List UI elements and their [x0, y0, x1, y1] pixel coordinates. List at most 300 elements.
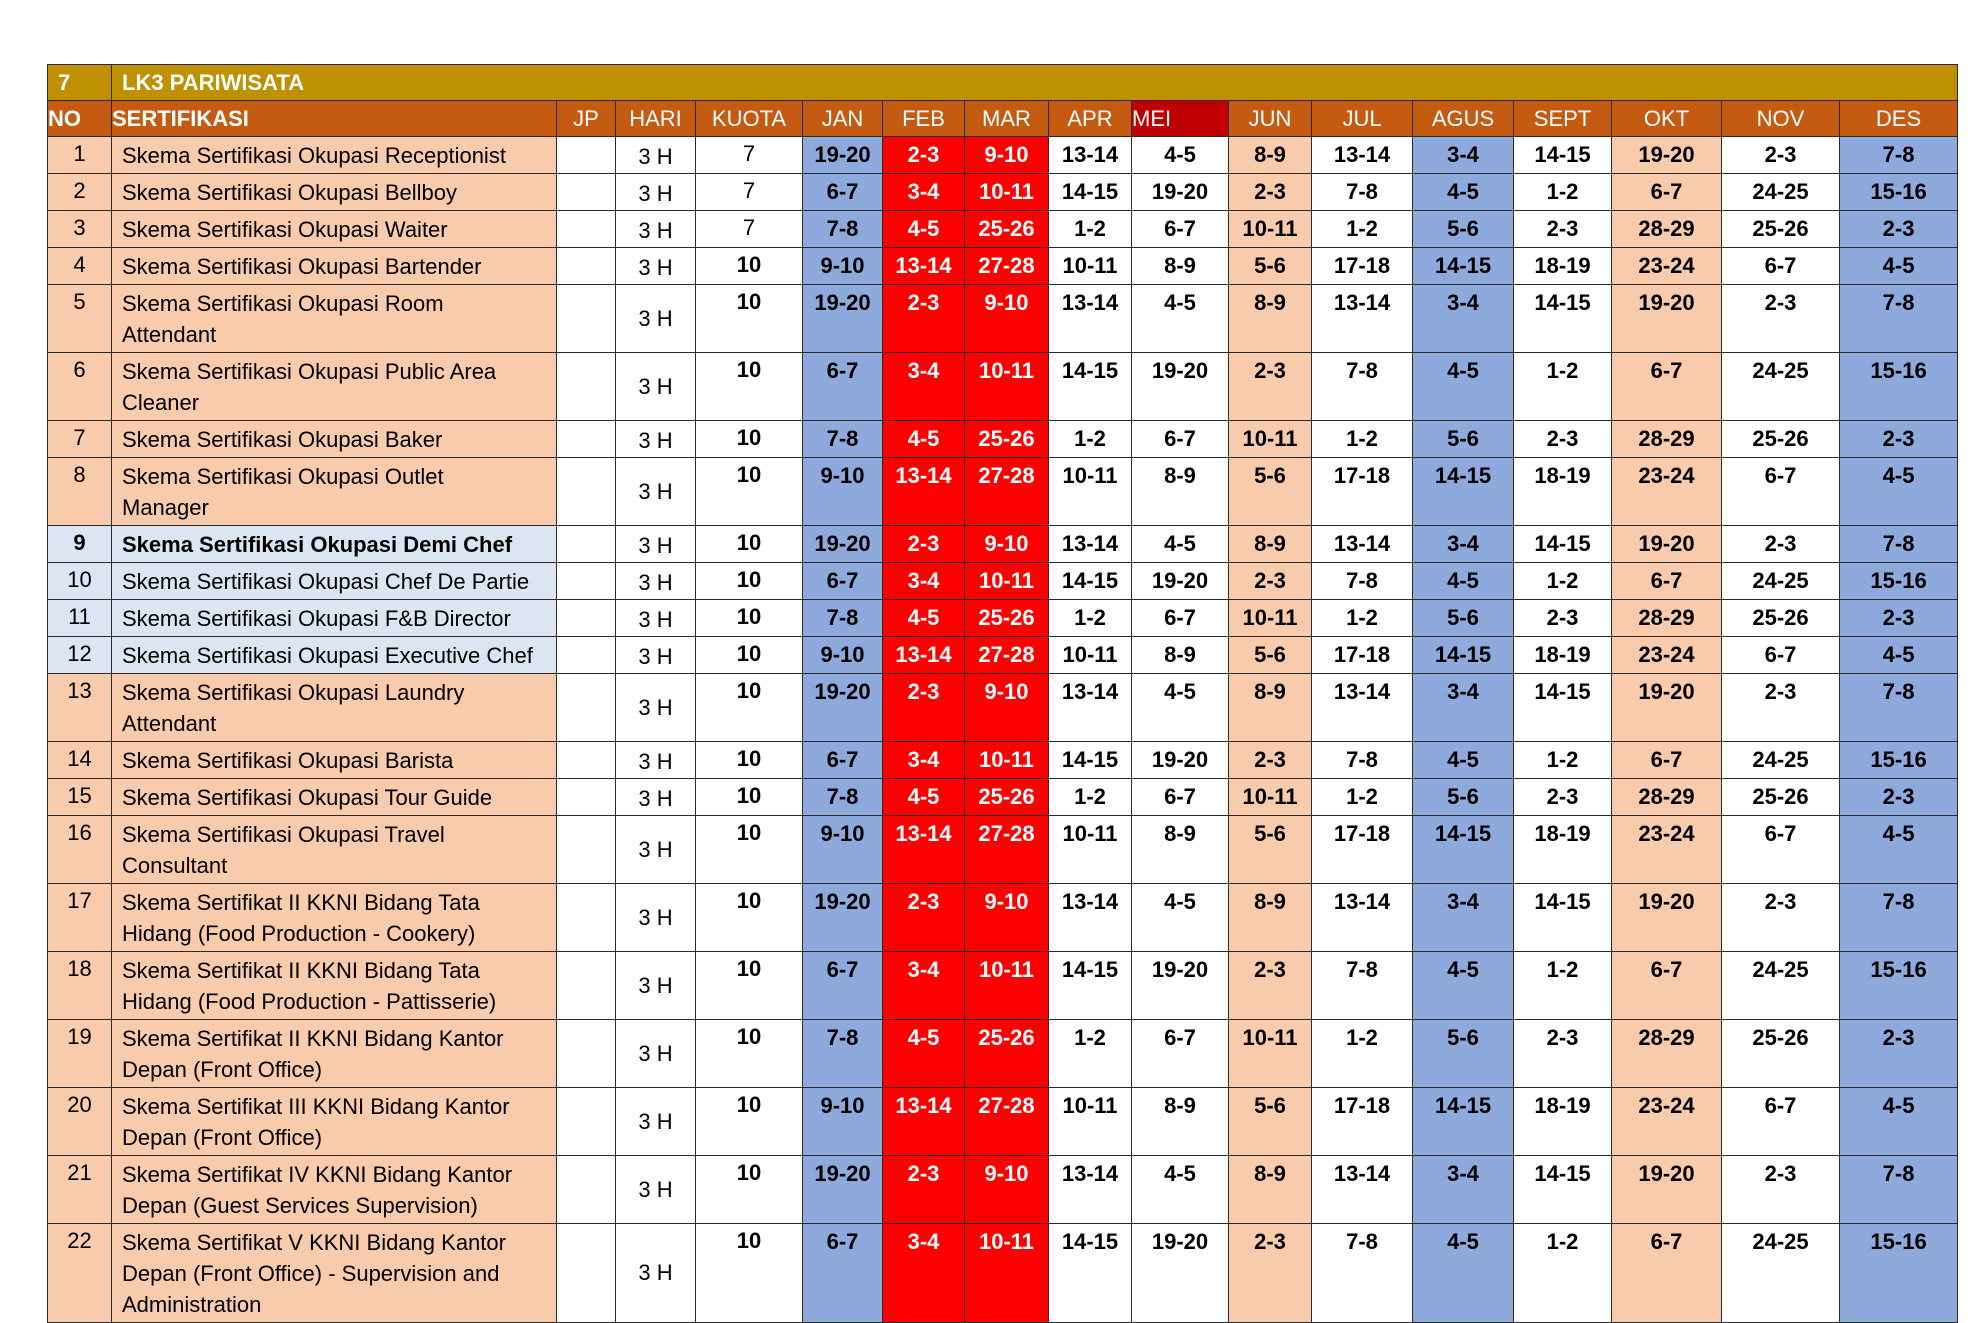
- certification-name: [112, 637, 557, 674]
- date-cell-nov: 2-3: [1722, 526, 1840, 563]
- date-cell-mei: 8-9: [1132, 1088, 1229, 1156]
- date-cell-nov: 2-3: [1722, 884, 1840, 952]
- jp-cell: [557, 637, 616, 674]
- date-cell-jun: 10-11: [1229, 211, 1312, 248]
- row-number: 12: [48, 637, 112, 674]
- kuota-cell: 10: [696, 600, 803, 637]
- header-month-apr: APR: [1049, 101, 1132, 137]
- hari-cell: 3 H: [616, 137, 696, 174]
- certification-name-line: Skema Sertifikasi Okupasi Barista: [122, 748, 454, 773]
- date-cell-jul: 7-8: [1312, 563, 1413, 600]
- row-number: 4: [48, 248, 112, 285]
- kuota-cell: 10: [696, 1156, 803, 1224]
- date-cell-des: 15-16: [1840, 563, 1958, 600]
- date-cell-okt: 23-24: [1612, 248, 1722, 285]
- kuota-cell: 10: [696, 526, 803, 563]
- jp-cell: [557, 458, 616, 526]
- header-month-agus: AGUS: [1413, 101, 1514, 137]
- date-cell-feb: 2-3: [883, 526, 965, 563]
- date-cell-agus: 5-6: [1413, 1020, 1514, 1088]
- table-row: [48, 1020, 1958, 1088]
- date-cell-agus: 14-15: [1413, 816, 1514, 884]
- date-cell-jan: 19-20: [803, 137, 883, 174]
- kuota-cell: 10: [696, 884, 803, 952]
- table-row: [48, 1224, 1958, 1323]
- date-cell-apr: 10-11: [1049, 458, 1132, 526]
- date-cell-mei: 19-20: [1132, 353, 1229, 421]
- date-cell-feb: 13-14: [883, 1088, 965, 1156]
- date-cell-des: 7-8: [1840, 884, 1958, 952]
- date-cell-agus: 14-15: [1413, 248, 1514, 285]
- date-cell-mei: 8-9: [1132, 816, 1229, 884]
- certification-name-line: Skema Sertifikat V KKNI Bidang Kantor: [122, 1230, 506, 1255]
- date-cell-okt: 28-29: [1612, 211, 1722, 248]
- date-cell-apr: 14-15: [1049, 742, 1132, 779]
- date-cell-nov: 24-25: [1722, 742, 1840, 779]
- date-cell-sept: 2-3: [1514, 421, 1612, 458]
- kuota-cell: 10: [696, 816, 803, 884]
- kuota-cell: 10: [696, 1088, 803, 1156]
- date-cell-apr: 1-2: [1049, 600, 1132, 637]
- kuota-cell: 10: [696, 563, 803, 600]
- date-cell-okt: 6-7: [1612, 952, 1722, 1020]
- date-cell-agus: 14-15: [1413, 637, 1514, 674]
- certification-name-line: Skema Sertifikasi Okupasi Bartender: [122, 254, 482, 279]
- date-cell-nov: 25-26: [1722, 1020, 1840, 1088]
- jp-cell: [557, 526, 616, 563]
- certification-name-line: Manager: [122, 495, 209, 520]
- date-cell-jul: 1-2: [1312, 779, 1413, 816]
- date-cell-nov: 24-25: [1722, 353, 1840, 421]
- date-cell-mei: 6-7: [1132, 421, 1229, 458]
- date-cell-mei: 8-9: [1132, 458, 1229, 526]
- date-cell-mar: 25-26: [965, 421, 1049, 458]
- date-cell-jun: 5-6: [1229, 816, 1312, 884]
- date-cell-agus: 4-5: [1413, 742, 1514, 779]
- date-cell-des: 2-3: [1840, 421, 1958, 458]
- date-cell-apr: 14-15: [1049, 174, 1132, 211]
- date-cell-jul: 7-8: [1312, 952, 1413, 1020]
- jp-cell: [557, 174, 616, 211]
- date-cell-agus: 4-5: [1413, 952, 1514, 1020]
- hari-cell: 3 H: [616, 526, 696, 563]
- date-cell-jan: 19-20: [803, 285, 883, 353]
- date-cell-mar: 25-26: [965, 600, 1049, 637]
- date-cell-jul: 1-2: [1312, 211, 1413, 248]
- date-cell-des: 15-16: [1840, 174, 1958, 211]
- date-cell-sept: 2-3: [1514, 1020, 1612, 1088]
- date-cell-okt: 19-20: [1612, 137, 1722, 174]
- date-cell-feb: 4-5: [883, 421, 965, 458]
- date-cell-nov: 24-25: [1722, 1224, 1840, 1323]
- date-cell-agus: 3-4: [1413, 526, 1514, 563]
- row-number: 1: [48, 137, 112, 174]
- section-title: LK3 PARIWISATA: [112, 65, 1958, 101]
- certification-name-line: Skema Sertifikat IV KKNI Bidang Kantor: [122, 1162, 513, 1187]
- date-cell-okt: 19-20: [1612, 285, 1722, 353]
- date-cell-mei: 4-5: [1132, 674, 1229, 742]
- certification-name-line: Consultant: [122, 853, 228, 878]
- date-cell-mei: 19-20: [1132, 952, 1229, 1020]
- hari-cell: 3 H: [616, 600, 696, 637]
- date-cell-des: 4-5: [1840, 816, 1958, 884]
- date-cell-nov: 6-7: [1722, 248, 1840, 285]
- date-cell-sept: 14-15: [1514, 884, 1612, 952]
- date-cell-jun: 8-9: [1229, 526, 1312, 563]
- date-cell-sept: 2-3: [1514, 211, 1612, 248]
- kuota-cell: 10: [696, 248, 803, 285]
- jp-cell: [557, 742, 616, 779]
- date-cell-okt: 23-24: [1612, 816, 1722, 884]
- date-cell-feb: 4-5: [883, 779, 965, 816]
- date-cell-okt: 6-7: [1612, 174, 1722, 211]
- date-cell-mei: 6-7: [1132, 600, 1229, 637]
- table-row: [48, 211, 1958, 248]
- date-cell-jul: 1-2: [1312, 1020, 1413, 1088]
- certification-name-line: Hidang (Food Production - Pattisserie): [122, 989, 497, 1014]
- date-cell-apr: 14-15: [1049, 952, 1132, 1020]
- date-cell-mar: 25-26: [965, 779, 1049, 816]
- kuota-cell: 7: [696, 174, 803, 211]
- date-cell-jul: 13-14: [1312, 674, 1413, 742]
- date-cell-jun: 2-3: [1229, 742, 1312, 779]
- date-cell-agus: 5-6: [1413, 421, 1514, 458]
- date-cell-jan: 7-8: [803, 211, 883, 248]
- row-number: 19: [48, 1020, 112, 1088]
- hari-cell: 3 H: [616, 248, 696, 285]
- date-cell-mar: 10-11: [965, 174, 1049, 211]
- date-cell-jun: 10-11: [1229, 421, 1312, 458]
- date-cell-apr: 14-15: [1049, 563, 1132, 600]
- date-cell-okt: 6-7: [1612, 563, 1722, 600]
- date-cell-sept: 1-2: [1514, 742, 1612, 779]
- table-row: [48, 1088, 1958, 1156]
- header-jp: JP: [557, 101, 616, 137]
- date-cell-des: 7-8: [1840, 285, 1958, 353]
- date-cell-jan: 9-10: [803, 816, 883, 884]
- row-number: 2: [48, 174, 112, 211]
- certification-name-line: Skema Sertifikasi Okupasi Laundry: [122, 680, 465, 705]
- date-cell-jul: 1-2: [1312, 421, 1413, 458]
- kuota-cell: 7: [696, 211, 803, 248]
- date-cell-nov: 24-25: [1722, 952, 1840, 1020]
- jp-cell: [557, 1156, 616, 1224]
- certification-name: [112, 816, 557, 884]
- date-cell-sept: 18-19: [1514, 1088, 1612, 1156]
- certification-name: [112, 353, 557, 421]
- date-cell-mei: 8-9: [1132, 248, 1229, 285]
- date-cell-apr: 1-2: [1049, 1020, 1132, 1088]
- date-cell-nov: 25-26: [1722, 600, 1840, 637]
- certification-name: [112, 884, 557, 952]
- date-cell-mei: 6-7: [1132, 211, 1229, 248]
- date-cell-nov: 6-7: [1722, 816, 1840, 884]
- date-cell-apr: 13-14: [1049, 137, 1132, 174]
- date-cell-apr: 14-15: [1049, 353, 1132, 421]
- date-cell-jun: 2-3: [1229, 952, 1312, 1020]
- date-cell-mar: 10-11: [965, 952, 1049, 1020]
- date-cell-mei: 4-5: [1132, 285, 1229, 353]
- table-row: [48, 563, 1958, 600]
- date-cell-apr: 1-2: [1049, 421, 1132, 458]
- date-cell-feb: 3-4: [883, 952, 965, 1020]
- date-cell-mar: 27-28: [965, 637, 1049, 674]
- date-cell-apr: 10-11: [1049, 637, 1132, 674]
- certification-name-line: Skema Sertifikat II KKNI Bidang Tata: [122, 958, 480, 983]
- date-cell-mar: 10-11: [965, 353, 1049, 421]
- date-cell-jun: 5-6: [1229, 1088, 1312, 1156]
- date-cell-jul: 7-8: [1312, 353, 1413, 421]
- date-cell-mei: 6-7: [1132, 1020, 1229, 1088]
- date-cell-agus: 4-5: [1413, 1224, 1514, 1323]
- date-cell-agus: 5-6: [1413, 211, 1514, 248]
- hari-cell: 3 H: [616, 816, 696, 884]
- certification-name-line: Attendant: [122, 711, 217, 736]
- certification-name-line: Skema Sertifikasi Okupasi Chef De Partie: [122, 569, 530, 594]
- date-cell-mar: 10-11: [965, 563, 1049, 600]
- jp-cell: [557, 1088, 616, 1156]
- date-cell-sept: 1-2: [1514, 1224, 1612, 1323]
- table-row: [48, 1156, 1958, 1224]
- date-cell-jul: 17-18: [1312, 248, 1413, 285]
- jp-cell: [557, 1020, 616, 1088]
- kuota-cell: 10: [696, 952, 803, 1020]
- date-cell-sept: 14-15: [1514, 285, 1612, 353]
- hari-cell: 3 H: [616, 674, 696, 742]
- certification-name: [112, 742, 557, 779]
- certification-name: [112, 458, 557, 526]
- date-cell-agus: 4-5: [1413, 174, 1514, 211]
- table-row: [48, 742, 1958, 779]
- date-cell-jun: 2-3: [1229, 563, 1312, 600]
- date-cell-okt: 28-29: [1612, 600, 1722, 637]
- hari-cell: 3 H: [616, 742, 696, 779]
- certification-name-line: Skema Sertifikasi Okupasi Travel: [122, 822, 445, 847]
- date-cell-jun: 10-11: [1229, 779, 1312, 816]
- date-cell-okt: 19-20: [1612, 1156, 1722, 1224]
- date-cell-jun: 5-6: [1229, 637, 1312, 674]
- date-cell-jun: 10-11: [1229, 1020, 1312, 1088]
- certification-name: [112, 563, 557, 600]
- date-cell-okt: 19-20: [1612, 884, 1722, 952]
- certification-name-line: Skema Sertifikasi Okupasi Receptionist: [122, 143, 506, 168]
- table-row: [48, 779, 1958, 816]
- date-cell-feb: 2-3: [883, 884, 965, 952]
- date-cell-des: 7-8: [1840, 674, 1958, 742]
- date-cell-jan: 6-7: [803, 1224, 883, 1323]
- date-cell-mei: 19-20: [1132, 742, 1229, 779]
- header-month-jun: JUN: [1229, 101, 1312, 137]
- date-cell-des: 15-16: [1840, 1224, 1958, 1323]
- date-cell-mei: 4-5: [1132, 1156, 1229, 1224]
- hari-cell: 3 H: [616, 285, 696, 353]
- hari-cell: 3 H: [616, 1020, 696, 1088]
- date-cell-jun: 2-3: [1229, 174, 1312, 211]
- date-cell-okt: 23-24: [1612, 458, 1722, 526]
- section-title-row: [48, 65, 1958, 101]
- date-cell-jan: 19-20: [803, 674, 883, 742]
- date-cell-jun: 8-9: [1229, 884, 1312, 952]
- date-cell-sept: 18-19: [1514, 458, 1612, 526]
- date-cell-sept: 14-15: [1514, 526, 1612, 563]
- date-cell-jun: 2-3: [1229, 353, 1312, 421]
- date-cell-jan: 19-20: [803, 1156, 883, 1224]
- table-row: [48, 421, 1958, 458]
- date-cell-sept: 18-19: [1514, 248, 1612, 285]
- date-cell-nov: 24-25: [1722, 174, 1840, 211]
- date-cell-des: 4-5: [1840, 248, 1958, 285]
- certification-name: [112, 174, 557, 211]
- certification-name: [112, 1088, 557, 1156]
- header-month-sept: SEPT: [1514, 101, 1612, 137]
- certification-name-line: Skema Sertifikat III KKNI Bidang Kantor: [122, 1094, 510, 1119]
- table-row: [48, 600, 1958, 637]
- header-month-nov: NOV: [1722, 101, 1840, 137]
- date-cell-mar: 9-10: [965, 526, 1049, 563]
- certification-name: [112, 1224, 557, 1323]
- date-cell-apr: 14-15: [1049, 1224, 1132, 1323]
- header-kuota: KUOTA: [696, 101, 803, 137]
- row-number: 3: [48, 211, 112, 248]
- date-cell-nov: 6-7: [1722, 458, 1840, 526]
- date-cell-apr: 10-11: [1049, 1088, 1132, 1156]
- kuota-cell: 10: [696, 421, 803, 458]
- certification-name-line: Skema Sertifikasi Okupasi Baker: [122, 427, 443, 452]
- table-row: [48, 353, 1958, 421]
- date-cell-nov: 2-3: [1722, 1156, 1840, 1224]
- certification-name-line: Attendant: [122, 322, 217, 347]
- table-row: [48, 884, 1958, 952]
- date-cell-des: 2-3: [1840, 211, 1958, 248]
- certification-name-line: Skema Sertifikasi Okupasi Bellboy: [122, 180, 458, 205]
- header-no: NO: [48, 101, 112, 137]
- date-cell-sept: 1-2: [1514, 353, 1612, 421]
- date-cell-jan: 6-7: [803, 952, 883, 1020]
- kuota-cell: 10: [696, 637, 803, 674]
- date-cell-feb: 2-3: [883, 137, 965, 174]
- date-cell-agus: 3-4: [1413, 137, 1514, 174]
- date-cell-okt: 23-24: [1612, 1088, 1722, 1156]
- date-cell-agus: 5-6: [1413, 600, 1514, 637]
- certification-name-line: Depan (Front Office) - Supervision and: [122, 1261, 500, 1286]
- date-cell-okt: 6-7: [1612, 1224, 1722, 1323]
- jp-cell: [557, 816, 616, 884]
- date-cell-des: 7-8: [1840, 1156, 1958, 1224]
- date-cell-feb: 13-14: [883, 637, 965, 674]
- certification-name-line: Skema Sertifikat II KKNI Bidang Kantor: [122, 1026, 504, 1051]
- date-cell-jul: 17-18: [1312, 816, 1413, 884]
- certification-name: [112, 526, 557, 563]
- certification-name-line: Skema Sertifikasi Okupasi Public Area: [122, 359, 497, 384]
- row-number: 15: [48, 779, 112, 816]
- date-cell-des: 15-16: [1840, 353, 1958, 421]
- header-month-jul: JUL: [1312, 101, 1413, 137]
- date-cell-jan: 7-8: [803, 600, 883, 637]
- date-cell-feb: 2-3: [883, 285, 965, 353]
- date-cell-des: 7-8: [1840, 526, 1958, 563]
- date-cell-des: 2-3: [1840, 600, 1958, 637]
- row-number: 16: [48, 816, 112, 884]
- certification-name-line: Skema Sertifikasi Okupasi Executive Chef: [122, 643, 533, 668]
- table-row: [48, 174, 1958, 211]
- date-cell-okt: 23-24: [1612, 637, 1722, 674]
- kuota-cell: 10: [696, 779, 803, 816]
- date-cell-jul: 13-14: [1312, 526, 1413, 563]
- date-cell-feb: 4-5: [883, 600, 965, 637]
- row-number: 18: [48, 952, 112, 1020]
- kuota-cell: 7: [696, 137, 803, 174]
- date-cell-jul: 1-2: [1312, 600, 1413, 637]
- certification-name-line: Cleaner: [122, 390, 200, 415]
- section-number: 7: [48, 65, 112, 101]
- date-cell-jul: 13-14: [1312, 137, 1413, 174]
- hari-cell: 3 H: [616, 1088, 696, 1156]
- date-cell-feb: 13-14: [883, 248, 965, 285]
- date-cell-nov: 2-3: [1722, 674, 1840, 742]
- date-cell-mei: 4-5: [1132, 884, 1229, 952]
- date-cell-mar: 9-10: [965, 285, 1049, 353]
- table-row: [48, 952, 1958, 1020]
- jp-cell: [557, 248, 616, 285]
- date-cell-jan: 7-8: [803, 779, 883, 816]
- certification-name: [112, 779, 557, 816]
- date-cell-nov: 6-7: [1722, 1088, 1840, 1156]
- date-cell-jul: 17-18: [1312, 1088, 1413, 1156]
- certification-name-line: Depan (Front Office): [122, 1057, 323, 1082]
- date-cell-nov: 25-26: [1722, 421, 1840, 458]
- date-cell-feb: 3-4: [883, 1224, 965, 1323]
- date-cell-agus: 14-15: [1413, 458, 1514, 526]
- date-cell-mar: 25-26: [965, 211, 1049, 248]
- date-cell-jun: 8-9: [1229, 137, 1312, 174]
- date-cell-mar: 9-10: [965, 674, 1049, 742]
- date-cell-jun: 8-9: [1229, 674, 1312, 742]
- hari-cell: 3 H: [616, 211, 696, 248]
- date-cell-mei: 19-20: [1132, 174, 1229, 211]
- date-cell-agus: 5-6: [1413, 779, 1514, 816]
- date-cell-apr: 10-11: [1049, 248, 1132, 285]
- date-cell-jan: 6-7: [803, 174, 883, 211]
- date-cell-nov: 25-26: [1722, 779, 1840, 816]
- date-cell-des: 15-16: [1840, 952, 1958, 1020]
- date-cell-agus: 3-4: [1413, 285, 1514, 353]
- certification-name-line: Skema Sertifikasi Okupasi Room: [122, 291, 444, 316]
- date-cell-des: 4-5: [1840, 458, 1958, 526]
- date-cell-jul: 7-8: [1312, 1224, 1413, 1323]
- date-cell-sept: 18-19: [1514, 637, 1612, 674]
- date-cell-apr: 13-14: [1049, 526, 1132, 563]
- date-cell-apr: 13-14: [1049, 674, 1132, 742]
- date-cell-apr: 13-14: [1049, 285, 1132, 353]
- kuota-cell: 10: [696, 1020, 803, 1088]
- hari-cell: 3 H: [616, 779, 696, 816]
- date-cell-sept: 14-15: [1514, 674, 1612, 742]
- certification-name-line: Skema Sertifikasi Okupasi F&B Director: [122, 606, 511, 631]
- certification-name-line: Skema Sertifikasi Okupasi Tour Guide: [122, 785, 493, 810]
- certification-name-line: Skema Sertifikasi Okupasi Outlet: [122, 464, 444, 489]
- table-row: [48, 816, 1958, 884]
- date-cell-jan: 7-8: [803, 1020, 883, 1088]
- header-month-mei: MEI: [1132, 101, 1229, 137]
- date-cell-jul: 7-8: [1312, 174, 1413, 211]
- date-cell-mei: 4-5: [1132, 526, 1229, 563]
- kuota-cell: 10: [696, 674, 803, 742]
- date-cell-apr: 1-2: [1049, 211, 1132, 248]
- date-cell-mar: 27-28: [965, 1088, 1049, 1156]
- date-cell-sept: 18-19: [1514, 816, 1612, 884]
- hari-cell: 3 H: [616, 637, 696, 674]
- date-cell-jun: 8-9: [1229, 1156, 1312, 1224]
